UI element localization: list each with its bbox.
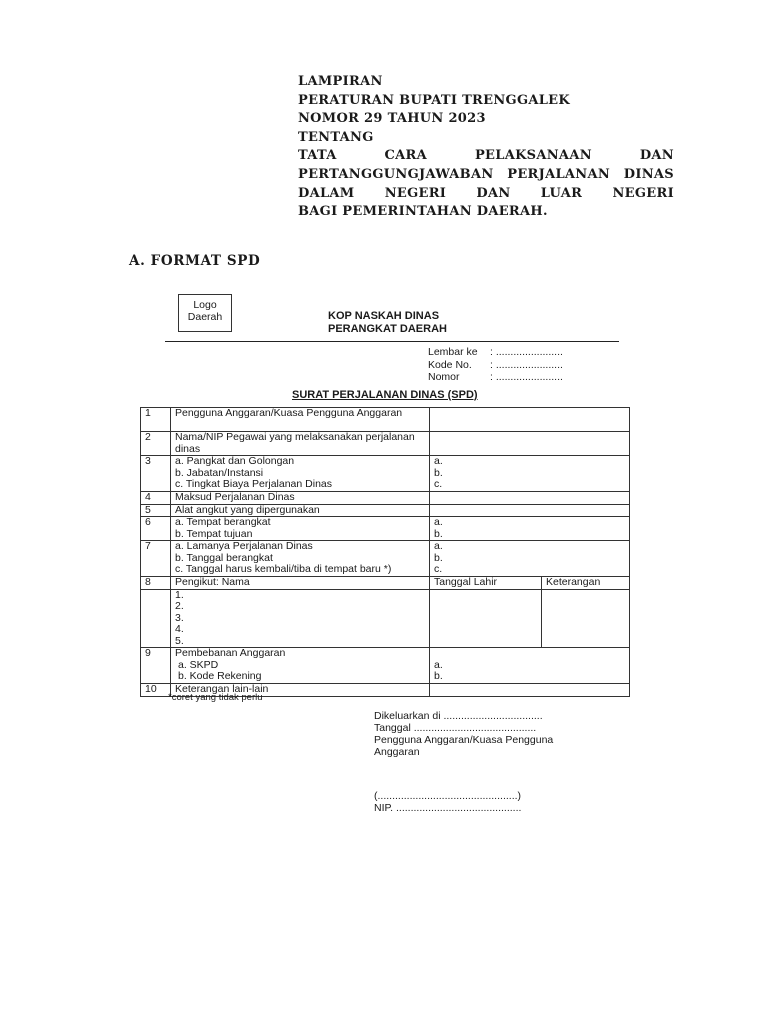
lampiran-header bbox=[298, 73, 674, 222]
sub-label: a. Lamanya Perjalanan Dinas bbox=[175, 540, 313, 552]
meta-row bbox=[428, 359, 563, 372]
table-row bbox=[141, 648, 630, 684]
logo-text: Daerah bbox=[187, 311, 223, 323]
row-label: Alat angkut yang dipergunakan bbox=[171, 504, 430, 517]
sub-label: b. Tanggal berangkat bbox=[175, 551, 273, 564]
footnote: *coret yang tidak perlu bbox=[168, 692, 263, 703]
title-word: PERTANGGUNGJAWABAN bbox=[298, 166, 494, 182]
column-header-birthdate: Tanggal Lahir bbox=[430, 577, 542, 590]
meta-value: : ....................... bbox=[490, 371, 563, 383]
title-line bbox=[298, 166, 674, 185]
meta-value: : ....................... bbox=[490, 358, 563, 371]
row-label bbox=[171, 648, 430, 684]
meta-label: Kode No. bbox=[428, 358, 472, 371]
spd-title: SURAT PERJALANAN DINAS (SPD) bbox=[292, 389, 478, 401]
row-number: 1 bbox=[141, 408, 171, 432]
follower-item: 5. bbox=[175, 634, 184, 647]
row-number: 5 bbox=[141, 504, 171, 517]
row-label: Nama/NIP Pegawai yang melaksanakan perjalanan dinas bbox=[171, 432, 430, 456]
row-number: 2 bbox=[141, 432, 171, 456]
header-line: NOMOR 29 TAHUN 2023 bbox=[298, 111, 486, 127]
table-row bbox=[141, 432, 630, 456]
row-number bbox=[141, 589, 171, 648]
title-word: DAN bbox=[476, 185, 511, 201]
row-value bbox=[430, 517, 630, 541]
row-value bbox=[430, 648, 630, 684]
row-value bbox=[430, 408, 630, 432]
kop-line: KOP NASKAH DINAS bbox=[328, 310, 440, 322]
kop-divider bbox=[165, 341, 619, 342]
row-number: 7 bbox=[141, 541, 171, 577]
title-word: DAN bbox=[639, 148, 674, 164]
sub-value: b. bbox=[434, 466, 443, 479]
row-number: 9 bbox=[141, 648, 171, 684]
row-label: Keterangan lain-lain bbox=[171, 684, 430, 697]
row-label bbox=[171, 517, 430, 541]
header-line: LAMPIRAN bbox=[298, 74, 383, 89]
spacer bbox=[434, 648, 625, 660]
table-row bbox=[141, 492, 630, 505]
row-number: 4 bbox=[141, 492, 171, 505]
header-line: TENTANG bbox=[298, 129, 374, 145]
meta-label: Lembar ke bbox=[428, 346, 478, 358]
row-value bbox=[430, 432, 630, 456]
logo-placeholder bbox=[178, 294, 232, 332]
kop-naskah bbox=[328, 310, 447, 336]
row-value bbox=[430, 541, 630, 577]
signer-role: Pengguna Anggaran/Kuasa Pengguna bbox=[374, 734, 554, 746]
title-line: BAGI PEMERINTAHAN DAERAH. bbox=[298, 204, 548, 220]
sub-label: c. Tingkat Biaya Perjalanan Dinas bbox=[175, 478, 333, 490]
signature-block bbox=[374, 710, 553, 814]
sub-value: c. bbox=[434, 563, 443, 575]
follower-item: 1. bbox=[175, 588, 184, 601]
notes-cell bbox=[542, 589, 630, 648]
row-number: 10 bbox=[141, 684, 171, 697]
sub-value: b. bbox=[434, 527, 443, 540]
title-line bbox=[298, 185, 674, 204]
title-word: DINAS bbox=[623, 166, 674, 182]
table-row bbox=[141, 589, 630, 648]
signer-role: Anggaran bbox=[374, 746, 420, 758]
meta-row bbox=[428, 371, 563, 384]
column-header-notes: Keterangan bbox=[542, 577, 630, 590]
sub-label: b. Tempat tujuan bbox=[175, 527, 253, 540]
issued-date: Tanggal .......................................... bbox=[374, 722, 537, 734]
table-row bbox=[141, 504, 630, 517]
sub-label: b. Jabatan/Instansi bbox=[175, 466, 264, 479]
row-value bbox=[430, 504, 630, 517]
sub-value: b. bbox=[434, 670, 443, 682]
follower-item: 2. bbox=[175, 600, 184, 612]
table-row bbox=[141, 408, 630, 432]
row-label: Pengguna Anggaran/Kuasa Pengguna Anggaran bbox=[171, 408, 430, 432]
sub-label: a. Tempat berangkat bbox=[175, 516, 271, 528]
row-value bbox=[430, 684, 630, 697]
title-word: PERJALANAN bbox=[507, 166, 611, 182]
sub-value: a. bbox=[434, 516, 443, 528]
signer-nip: NIP. ........................................... bbox=[374, 802, 522, 814]
sub-label: a. Pangkat dan Golongan bbox=[175, 455, 295, 467]
meta-value: : ....................... bbox=[490, 346, 563, 358]
meta-row bbox=[428, 346, 563, 359]
signature-space bbox=[374, 758, 553, 790]
table-row bbox=[141, 541, 630, 577]
logo-text: Logo bbox=[193, 299, 217, 311]
follower-item: 4. bbox=[175, 623, 184, 635]
sub-label: Pembebanan Anggaran bbox=[175, 647, 286, 659]
row-label: Pengikut: Nama bbox=[171, 577, 430, 590]
row-number: 3 bbox=[141, 456, 171, 492]
section-heading: A. FORMAT SPD bbox=[129, 253, 261, 269]
follower-list bbox=[171, 589, 430, 648]
header-line: PERATURAN BUPATI TRENGGALEK bbox=[298, 92, 570, 108]
birthdate-cell bbox=[430, 589, 542, 648]
title-word: CARA bbox=[384, 148, 428, 164]
title-word: TATA bbox=[298, 148, 337, 164]
sub-value: a. bbox=[434, 455, 443, 467]
row-label bbox=[171, 456, 430, 492]
document-meta bbox=[428, 346, 563, 384]
sub-label: a. SKPD bbox=[178, 658, 219, 671]
sub-value: c. bbox=[434, 478, 443, 490]
follower-item: 3. bbox=[175, 611, 184, 624]
table-row bbox=[141, 456, 630, 492]
table-row bbox=[141, 517, 630, 541]
issued-place: Dikeluarkan di .................................. bbox=[374, 710, 543, 722]
sub-value: a. bbox=[434, 658, 443, 671]
kop-line: PERANGKAT DAERAH bbox=[328, 323, 447, 335]
row-number: 6 bbox=[141, 517, 171, 541]
sub-label: b. Kode Rekening bbox=[178, 670, 262, 682]
row-value bbox=[430, 492, 630, 505]
title-word: NEGERI bbox=[384, 185, 447, 201]
sub-value: b. bbox=[434, 551, 443, 564]
title-word: PELAKSANAAN bbox=[474, 148, 592, 164]
row-label: Maksud Perjalanan Dinas bbox=[171, 492, 430, 505]
signer-name: (................................................) bbox=[374, 790, 522, 802]
title-word: DALAM bbox=[298, 185, 355, 201]
meta-label: Nomor bbox=[428, 371, 460, 383]
row-number: 8 bbox=[141, 577, 171, 590]
row-value bbox=[430, 456, 630, 492]
title-word: LUAR bbox=[540, 185, 583, 201]
title-word: NEGERI bbox=[612, 185, 674, 201]
row-label bbox=[171, 541, 430, 577]
table-row bbox=[141, 577, 630, 590]
sub-value: a. bbox=[434, 540, 443, 552]
sub-label: c. Tanggal harus kembali/tiba di tempat baru *) bbox=[175, 563, 392, 575]
spd-table bbox=[140, 407, 630, 697]
title-line bbox=[298, 147, 674, 166]
